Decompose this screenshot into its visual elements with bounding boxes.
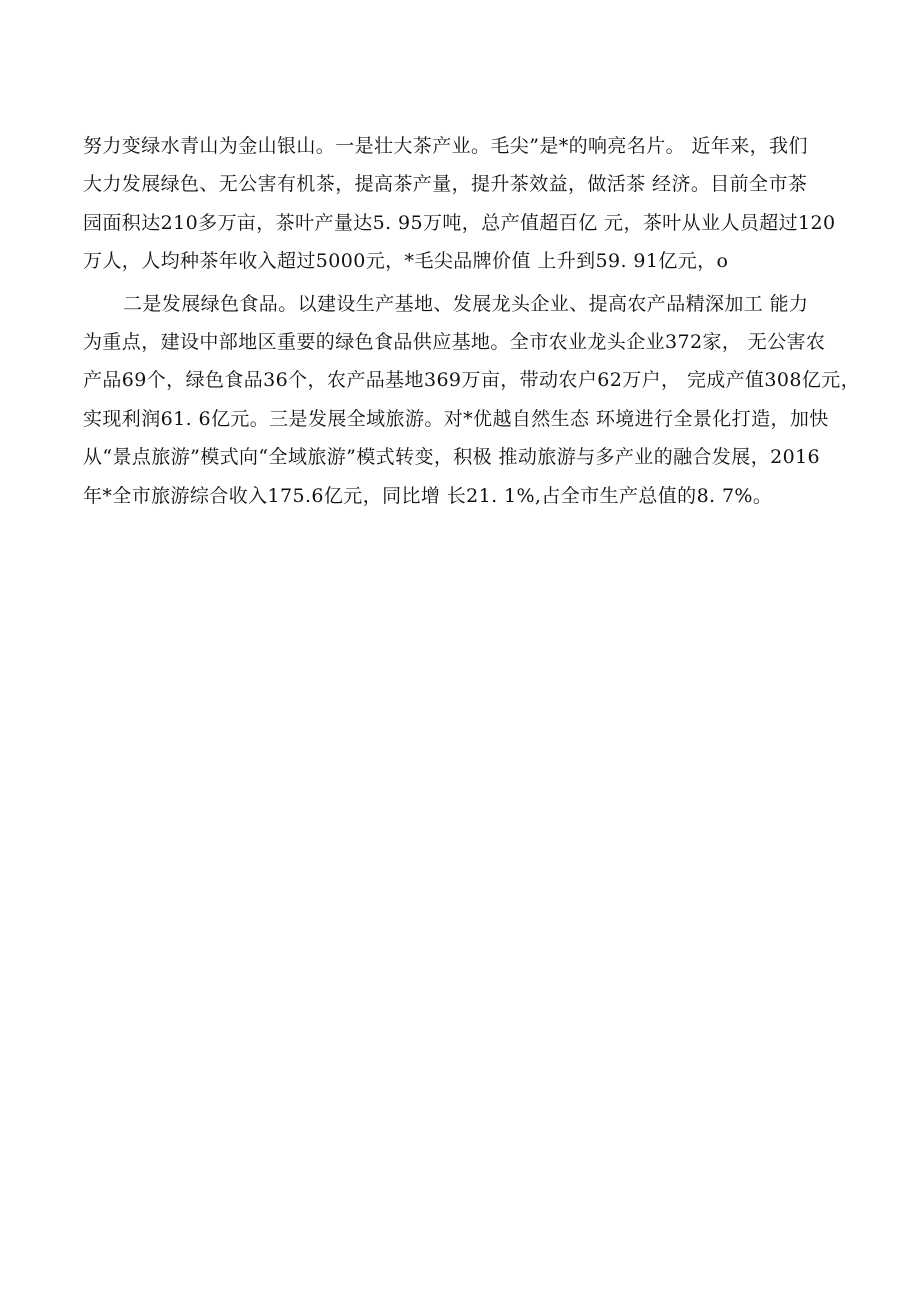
- text-line: 万人，人均种茶年收入超过5000元，*毛尖品牌价值 上升到59. 91亿元，o: [83, 250, 729, 273]
- paragraph-2: [83, 285, 861, 515]
- text-line: 为重点，建设中部地区重要的绿色食品供应基地。全市农业龙头企业372家， 无公害农: [83, 330, 826, 353]
- text-line: 二是发展绿色食品。以建设生产基地、发展龙头企业、提高农产品精深加工 能力: [123, 292, 809, 315]
- text-line: 年*全市旅游综合收入175.6亿元，同比增 长21. 1%,占全市生产总值的8. 7%。: [83, 484, 773, 507]
- text-line: 实现利润61. 6亿元。三是发展全域旅游。对*优越自然生态 环境进行全景化打造，加快: [83, 407, 829, 430]
- paragraph-1: [83, 127, 853, 281]
- document-body: [83, 127, 861, 515]
- text-line: 从“景点旅游”模式向“全域旅游”模式转变，积极 推动旅游与多产业的融合发展，2016: [83, 446, 821, 469]
- text-line: 园面积达210多万亩，茶叶产量达5. 95万吨，总产值超百亿 元，茶叶从业人员超过120: [83, 211, 836, 234]
- text-line: 努力变绿水青山为金山银山。一是壮大茶产业。毛尖”是*的响亮名片。 近年来，我们: [83, 135, 808, 157]
- text-line: 产品69个，绿色食品36个，农产品基地369万亩，带动农户62万户， 完成产值308亿元，: [83, 369, 861, 392]
- text-line: 大力发展绿色、无公害有机茶，提高茶产量，提升茶效益，做活茶 经济。目前全市茶: [83, 173, 808, 196]
